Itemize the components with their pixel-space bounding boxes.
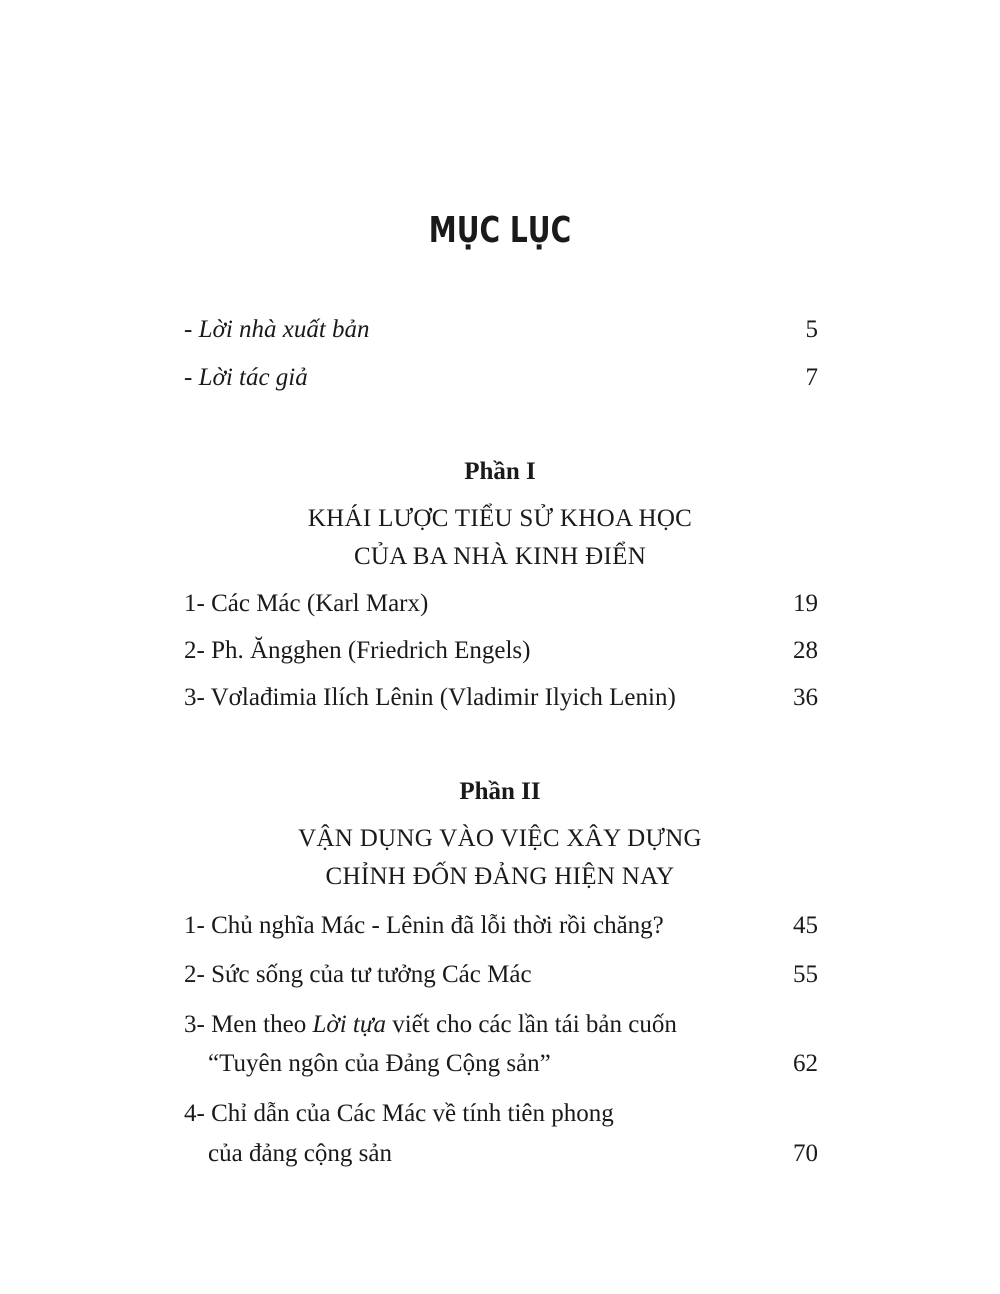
toc-entry-label: 2- Ph. Ăngghen (Friedrich Engels) — [184, 637, 531, 664]
toc-entry[interactable] — [184, 313, 818, 347]
toc-entry[interactable] — [184, 1008, 818, 1042]
part-2-title: Phần II — [459, 778, 541, 805]
toc-entry-label-prefix: 3- Men theo — [184, 1011, 313, 1038]
toc-entry-label: 2- Sức sống của tư tưởng Các Mác — [184, 961, 532, 988]
toc-entry-page: 70 — [793, 1140, 818, 1167]
part-2-heading-line2: CHỈNH ĐỐN ĐẢNG HIỆN NAY — [325, 863, 675, 890]
toc-entry-page: 19 — [793, 590, 818, 617]
toc-entry-label-line2: của đảng cộng sản — [208, 1140, 392, 1167]
toc-entry-page: 62 — [793, 1050, 818, 1077]
page-title: MỤC LỤC — [428, 210, 572, 251]
part-1-heading-line2: CỦA BA NHÀ KINH ĐIỂN — [353, 543, 647, 570]
toc-entry[interactable] — [184, 361, 818, 395]
part-2-heading-line1: VẬN DỤNG VÀO VIỆC XÂY DỰNG — [298, 825, 702, 852]
part-1-heading-line1: KHÁI LƯỢC TIỂU SỬ KHOA HỌC — [307, 505, 693, 532]
toc-entry-label: 1- Các Mác (Karl Marx) — [184, 590, 429, 617]
toc-entry-label-line2: “Tuyên ngôn của Đảng Cộng sản” — [208, 1050, 551, 1077]
toc-entry-page: 36 — [793, 684, 818, 711]
part-1-title: Phần I — [464, 458, 536, 485]
toc-entry-continuation[interactable] — [208, 1047, 818, 1081]
toc-entry-continuation[interactable] — [208, 1137, 818, 1171]
toc-entry[interactable] — [184, 587, 818, 621]
toc-entry[interactable] — [184, 909, 818, 943]
toc-entry[interactable] — [184, 634, 818, 668]
toc-entry[interactable] — [184, 958, 818, 992]
toc-entry-label — [184, 1008, 677, 1042]
toc-entry-page: 55 — [793, 961, 818, 988]
toc-entry-page: 28 — [793, 637, 818, 664]
toc-entry-page: 45 — [793, 912, 818, 939]
toc-entry[interactable] — [184, 1097, 818, 1131]
toc-entry-label: 4- Chỉ dẫn của Các Mác về tính tiên phong — [184, 1100, 614, 1127]
toc-entry-page: 7 — [805, 364, 818, 391]
toc-entry-label: - Lời nhà xuất bản — [184, 316, 370, 343]
toc-entry-label: 3- Vơlađimia Ilích Lênin (Vladimir Ilyich Lenin) — [184, 684, 676, 711]
toc-entry-label: 1- Chủ nghĩa Mác - Lênin đã lỗi thời rồi chăng? — [184, 912, 664, 939]
toc-entry-label: - Lời tác giả — [184, 364, 308, 391]
toc-entry[interactable] — [184, 681, 818, 715]
toc-entry-label-italic: Lời tựa — [312, 1011, 386, 1038]
toc-entry-label-suffix: viết cho các lần tái bản cuốn — [385, 1011, 677, 1038]
toc-entry-page: 5 — [805, 316, 818, 343]
